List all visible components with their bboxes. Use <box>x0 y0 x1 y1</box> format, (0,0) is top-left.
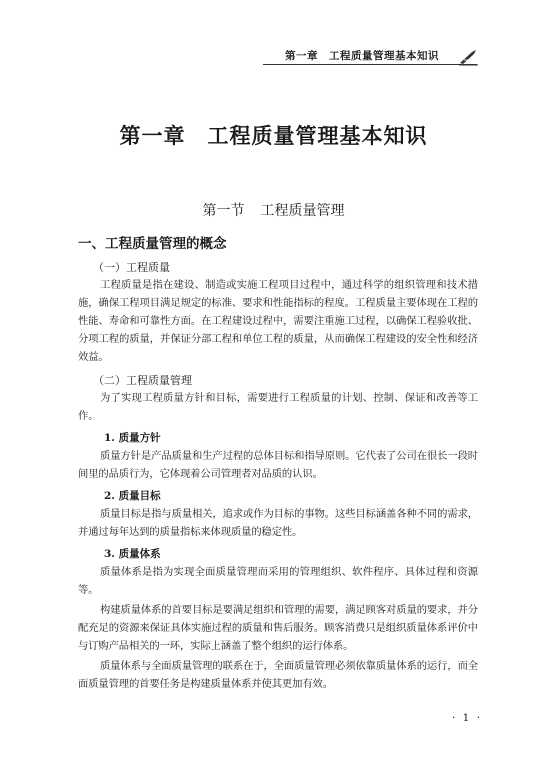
subheading-quality-management: （二）工程质量管理 <box>93 374 192 387</box>
paragraph-quality-system-2: 构建质量体系的首要目标是要满足组织和管理的需要，满足顾客对质量的要求，并分配充足的资源来保证具体实施过程的质量和售后服务。顾客消费只是组织质量体系评价中与订购产品相关的一环，实际上涵盖了整个组织的运行体系。 <box>78 604 478 652</box>
running-header <box>263 46 477 65</box>
paragraph-quality-system-1: 质量体系是指为实现全面质量管理而采用的管理组织、软件程序、具体过程和资源等。 <box>78 566 478 596</box>
paragraph-quality-objectives: 质量目标是指与质量相关，追求或作为目标的事物。这些目标涵盖各种不同的需求，并通过每年达到的质量指标来体现质量的稳定性。 <box>78 508 478 538</box>
paragraph-quality-management: 为了实现工程质量方针和目标，需要进行工程质量的计划、控制、保证和改善等工作。 <box>78 392 478 422</box>
running-header-title: 第一章 工程质量管理基本知识 <box>285 50 439 62</box>
heading-quality-system: 3. 质量体系 <box>104 548 161 560</box>
heading-quality-objectives: 2. 质量目标 <box>104 490 161 502</box>
section-number: 第一节 <box>202 203 245 219</box>
chapter-number: 第一章 <box>119 123 186 148</box>
page-number: · 1 · <box>452 712 483 724</box>
chapter-title <box>0 120 547 150</box>
paragraph-quality-system-3: 质量体系与全面质量管理的联系在于，全面质量管理必须依靠质量体系的运行，而全面质量管理的首要任务是构建质量体系并使其更加有效。 <box>78 660 478 690</box>
paragraph-quality-policy: 质量方针是产品质量和生产过程的总体目标和指导原则。它代表了公司在很长一段时间里的品质行为，它体现着公司管理者对品质的认识。 <box>78 450 478 480</box>
pen-nib-icon <box>458 48 480 66</box>
heading-quality-policy: 1. 质量方针 <box>104 432 161 444</box>
section-title <box>0 200 547 220</box>
heading-concept: 一、工程质量管理的概念 <box>78 236 227 252</box>
chapter-name: 工程质量管理基本知识 <box>207 123 428 148</box>
subheading-engineering-quality: （一）工程质量 <box>93 261 170 274</box>
section-name: 工程质量管理 <box>260 203 345 219</box>
paragraph-engineering-quality: 工程质量是指在建设、制造或实施工程项目过程中，通过科学的组织管理和技术措施，确保工程项目满足规定的标准、要求和性能指标的程度。工程质量主要体现在工程的性能、寿命和可靠性方面。在工程建设过程中，需要注重施工过程，以确保工程验收批、分项工程的质量，并保证分部工程和单位工程的质量，从而确保工程建设的安全性和经济效益。 <box>78 279 478 363</box>
